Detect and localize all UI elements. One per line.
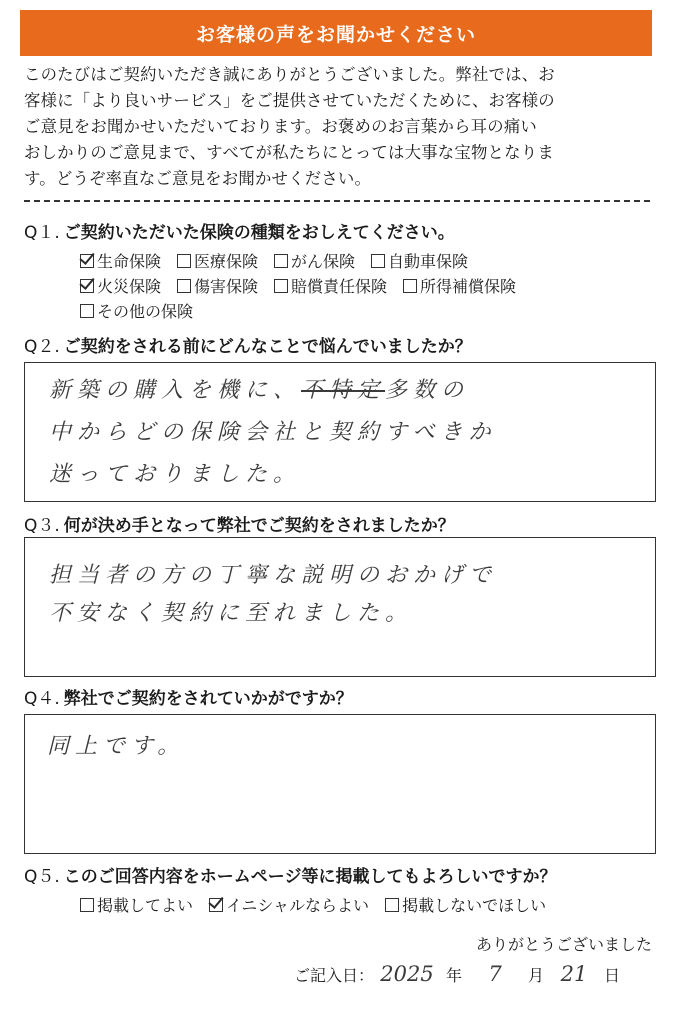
checkbox[interactable] bbox=[177, 254, 191, 268]
question-3-number: Q３. bbox=[24, 516, 60, 536]
option-do-not-publish[interactable]: 掲載しないでほしい bbox=[385, 893, 546, 916]
date-year[interactable]: 2025 bbox=[380, 962, 434, 986]
q2-answer-line-3: 迷っておりました。 bbox=[49, 462, 302, 487]
question-2-number: Q２. bbox=[24, 337, 60, 357]
day-unit: 日 bbox=[604, 966, 621, 985]
q2-answer-line-2: 中からどの保険会社と契約すべきか bbox=[49, 420, 497, 445]
checkbox[interactable] bbox=[385, 898, 399, 912]
checkbox[interactable] bbox=[371, 254, 385, 268]
intro-line: 客様に「より良いサービス」をご提供させていただくために、お客様の bbox=[24, 91, 555, 110]
month-unit: 月 bbox=[528, 966, 545, 985]
q2-answer-text: 新築の購入を機に、 bbox=[49, 378, 302, 403]
entry-date bbox=[294, 962, 620, 986]
option-liability-insurance[interactable]: 賠償責任保険 bbox=[274, 274, 387, 297]
q2-answer-text: 多数の bbox=[385, 378, 470, 403]
option-other-insurance[interactable]: その他の保険 bbox=[80, 299, 193, 322]
question-5 bbox=[24, 862, 556, 887]
option-accident-insurance[interactable]: 傷害保険 bbox=[177, 274, 258, 297]
question-1-text: ご契約いただいた保険の種類をおしえてください。 bbox=[63, 223, 455, 243]
form-title-banner bbox=[20, 10, 652, 56]
dashed-divider bbox=[24, 200, 650, 202]
question-3-text: 何が決め手となって弊社でご契約をされましたか？ bbox=[63, 516, 455, 536]
option-medical-insurance[interactable]: 医療保険 bbox=[177, 249, 258, 272]
form-title: お客様の声をお聞かせください bbox=[195, 23, 476, 46]
q4-answer-line-1: 同上です。 bbox=[47, 734, 186, 759]
date-month[interactable]: 7 bbox=[488, 962, 502, 986]
answer-box-q3[interactable] bbox=[24, 537, 656, 677]
thanks-text: ありがとうございました bbox=[475, 935, 652, 954]
option-income-insurance[interactable]: 所得補償保険 bbox=[403, 274, 516, 297]
checkbox[interactable] bbox=[403, 279, 417, 293]
date-label: ご記入日： bbox=[294, 966, 375, 985]
year-unit: 年 bbox=[446, 966, 463, 985]
checkbox-checked[interactable] bbox=[80, 279, 94, 293]
checkbox[interactable] bbox=[274, 254, 288, 268]
checkbox-checked[interactable] bbox=[80, 254, 94, 268]
q3-answer-line-2: 不安なく契約に至れました。 bbox=[49, 601, 414, 626]
checkbox[interactable] bbox=[80, 898, 94, 912]
answer-box-q2[interactable] bbox=[24, 362, 656, 502]
checkbox[interactable] bbox=[80, 304, 94, 318]
option-fire-insurance[interactable]: 火災保険 bbox=[80, 274, 161, 297]
option-auto-insurance[interactable]: 自動車保険 bbox=[371, 249, 468, 272]
question-1 bbox=[24, 218, 455, 243]
question-4-number: Q４. bbox=[24, 689, 60, 709]
q2-struck-text: 不特定 bbox=[301, 378, 386, 403]
checkbox[interactable] bbox=[177, 279, 191, 293]
question-2-text: ご契約をされる前にどんなことで悩んでいましたか？ bbox=[63, 337, 472, 357]
option-initials-ok[interactable]: イニシャルならよい bbox=[209, 893, 369, 916]
q3-answer-line-1: 担当者の方の丁寧な説明のおかげで bbox=[49, 563, 498, 588]
question-2 bbox=[24, 332, 472, 357]
q1-options-row-3 bbox=[80, 299, 209, 322]
question-3 bbox=[24, 511, 455, 536]
question-5-text: このご回答内容をホームページ等に掲載してもよろしいですか？ bbox=[63, 867, 557, 887]
q5-options-row bbox=[80, 893, 562, 916]
checkbox-checked[interactable] bbox=[209, 898, 223, 912]
intro-paragraph bbox=[24, 62, 656, 192]
option-cancer-insurance[interactable]: がん保険 bbox=[274, 249, 355, 272]
answer-box-q4[interactable] bbox=[24, 714, 656, 854]
intro-line: す。どうぞ率直なご意見をお聞かせください。 bbox=[24, 169, 372, 188]
date-day[interactable]: 21 bbox=[560, 962, 588, 986]
question-4 bbox=[24, 684, 353, 709]
checkbox[interactable] bbox=[274, 279, 288, 293]
question-1-number: Q１. bbox=[24, 223, 60, 243]
question-4-text: 弊社でご契約をされていかがですか？ bbox=[63, 689, 353, 709]
option-publish-ok[interactable]: 掲載してよい bbox=[80, 893, 193, 916]
q1-options-row-1 bbox=[80, 249, 484, 272]
option-life-insurance[interactable]: 生命保険 bbox=[80, 249, 161, 272]
intro-line: このたびはご契約いただき誠にありがとうございました。弊社では、お bbox=[24, 65, 555, 84]
q2-answer-line-1 bbox=[49, 373, 469, 404]
intro-line: ご意見をお聞かせいただいております。お褒めのお言葉から耳の痛い bbox=[24, 117, 537, 136]
q1-options-row-2 bbox=[80, 274, 532, 297]
question-5-number: Q５. bbox=[24, 867, 60, 887]
intro-line: おしかりのご意見まで、すべてが私たちにとっては大事な宝物となりま bbox=[24, 143, 554, 162]
